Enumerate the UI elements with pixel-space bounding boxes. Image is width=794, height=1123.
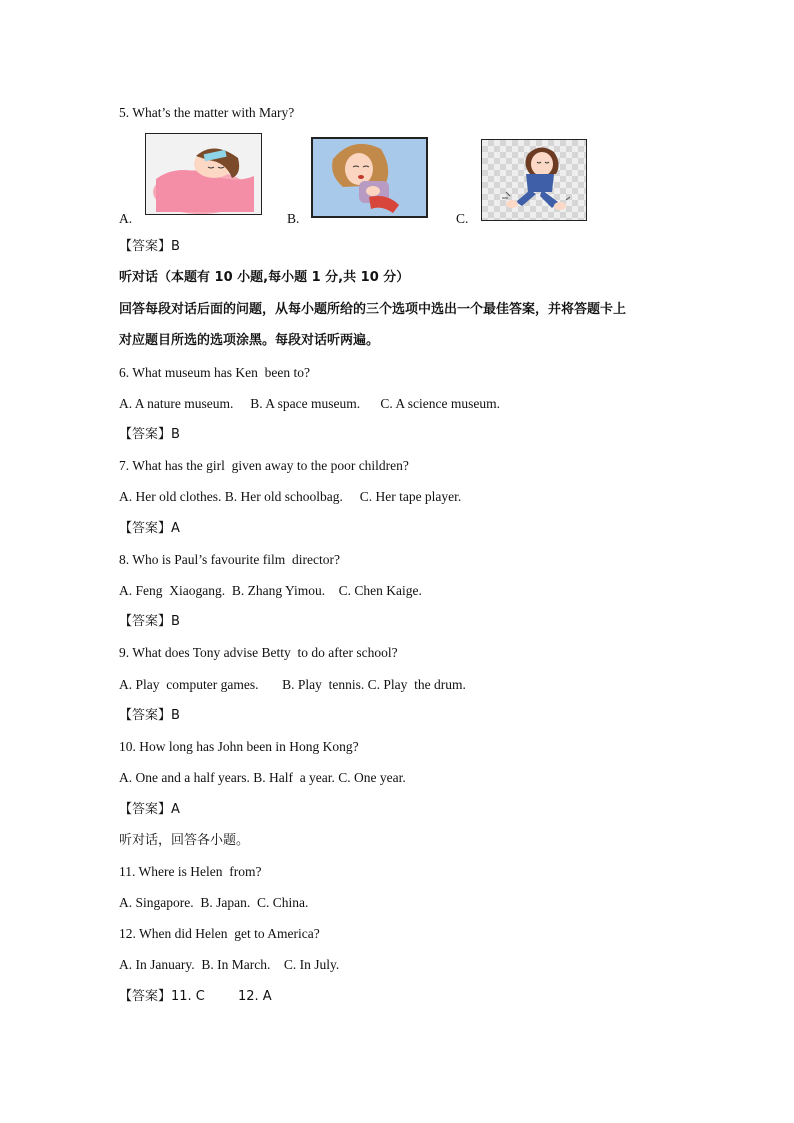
option-b-picture	[311, 137, 428, 218]
sleeping-girl-in-bed-picture	[146, 134, 261, 214]
options-6: A. A nature museum. B. A space museum. C. A science museum.	[119, 396, 500, 411]
question-12: 12. When did Helen get to America?	[119, 926, 320, 941]
options-11: A. Singapore. B. Japan. C. China.	[119, 895, 309, 910]
options-8: A. Feng Xiaogang. B. Zhang Yimou. C. Chen Kaige.	[119, 583, 422, 598]
girl-fell-down-hurt-leg-picture	[482, 140, 586, 220]
section-heading: 听对话（本题有 10 小题,每小题 1 分,共 10 分）	[119, 270, 410, 285]
option-c-label: C.	[456, 211, 469, 226]
option-b-label: B.	[287, 211, 300, 226]
answer-7: 【答案】A	[119, 521, 180, 536]
answer-8: 【答案】B	[119, 614, 180, 629]
question-6: 6. What museum has Ken been to?	[119, 365, 310, 380]
woman-stomachache-picture	[313, 139, 426, 216]
question-5: 5. What’s the matter with Mary?	[119, 105, 295, 120]
option-a-label: A.	[119, 211, 133, 226]
question-10: 10. How long has John been in Hong Kong?	[119, 739, 359, 754]
options-9: A. Play computer games. B. Play tennis. C. Play the drum.	[119, 677, 466, 692]
options-7: A. Her old clothes. B. Her old schoolbag. C. Her tape player.	[119, 489, 462, 504]
section-instruction-1: 回答每段对话后面的问题，从每小题所给的三个选项中选出一个最佳答案，并将答题卡上	[119, 302, 627, 317]
option-a-picture	[145, 133, 262, 215]
answer-5: 【答案】B	[119, 239, 180, 254]
section-instruction-2: 对应题目所选的选项涂黑。每段对话听两遍。	[119, 333, 380, 348]
answer-11-12: 【答案】11. C 12. A	[119, 989, 272, 1004]
answer-9: 【答案】B	[119, 708, 180, 723]
option-c-picture	[481, 139, 587, 221]
question-8: 8. Who is Paul’s favourite film director?	[119, 552, 340, 567]
question-11: 11. Where is Helen from?	[119, 864, 262, 879]
question-9: 9. What does Tony advise Betty to do after school?	[119, 645, 398, 660]
answer-10: 【答案】A	[119, 802, 180, 817]
section2-heading: 听对话，回答各小题。	[119, 833, 250, 848]
question-7: 7. What has the girl given away to the poor children?	[119, 458, 409, 473]
answer-6: 【答案】B	[119, 427, 180, 442]
options-10: A. One and a half years. B. Half a year. C. One year.	[119, 770, 406, 785]
options-12: A. In January. B. In March. C. In July.	[119, 957, 340, 972]
